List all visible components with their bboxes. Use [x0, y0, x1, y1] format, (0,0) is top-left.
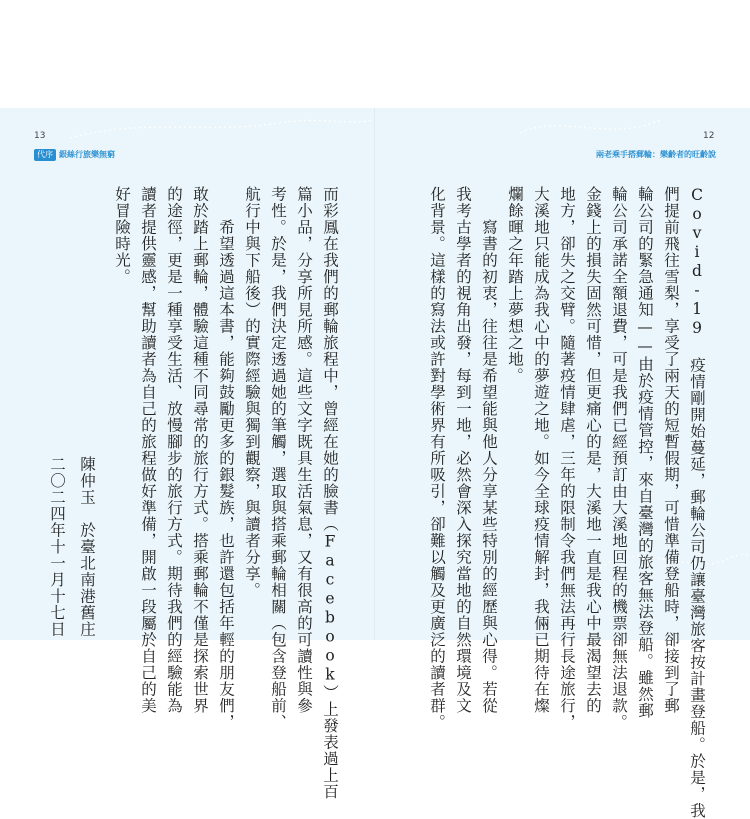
page-number-right: 12 [703, 131, 715, 141]
text-column: 航行中與下船後）的實際經驗與獨到觀察，與讀者分享。 [243, 186, 261, 599]
text-column: 敢於踏上郵輪，體驗這種不同尋常的旅行方式。搭乘郵輪不僅是探索世界 [191, 186, 209, 714]
section-badge: 代序 [34, 149, 56, 161]
text-column: 寫書的初衷，往往是希望能與他人分享某些特別的經歷與心得。若從 [480, 186, 498, 714]
author-signature: 陳仲玉 於臺北南港舊庄 [78, 456, 96, 638]
text-column: 而彩鳳在我們的郵輪旅程中，曾經在她的臉書（Facebook）上發表過上百 [321, 186, 339, 800]
text-column: 化背景。這樣的寫法或許對學術界有所吸引，卻難以觸及更廣泛的讀者群。 [428, 186, 446, 731]
text-column: 讀者提供靈感，幫助讀者為自己的旅程做好準備，開啟一段屬於自己的美 [139, 186, 157, 714]
text-column: 篇小品，分享所見所感。這些文字既具生活氣息，又有很高的可讀性與參 [295, 186, 313, 714]
text-column: 的途徑，更是一種享受生活、放慢腳步的旅行方式。期待我們的經驗能為 [165, 186, 183, 714]
text-column: 考性。於是，我們決定透過她的筆觸，選取與搭乘郵輪相關（包含登船前、 [269, 186, 287, 731]
text-column: 地方，卻失之交臂。隨著疫情肆虐，三年的限制令我們無法再行長途旅行， [558, 186, 576, 731]
page-number-left: 13 [34, 131, 46, 141]
text-column: 爛餘暉之年踏上夢想之地。 [506, 186, 524, 384]
text-column: 輪公司承諾全額退費，可是我們已經預訂由大溪地回程的機票卻無法退款。 [610, 186, 628, 731]
running-title-right: 兩老乘手搭郵輪：樂齡者的旺齡說 [596, 150, 716, 159]
text-column: 大溪地只能成為我心中的夢遊之地。如今全球疫情解封，我倆已期待在燦 [532, 186, 550, 714]
text-column: 希望透過這本書，能夠鼓勵更多的銀髮族，也許還包括年輕的朋友們， [217, 186, 235, 731]
text-column: 們提前飛往雪梨，享受了兩天的短暫假期，可惜準備登船時，卻接到了郵 [662, 186, 680, 714]
text-column: Covid-19 疫情剛開始蔓延，郵輪公司仍讓臺灣旅客按計畫登船。於是，我 [688, 186, 706, 819]
running-title-left: 銀絲行旅樂無窮 [59, 150, 115, 159]
text-column: 我考古學者的視角出發，每到一地，必然會深入探究當地的自然環境及文 [454, 186, 472, 714]
text-column: 好冒險時光。 [113, 186, 131, 285]
text-column: 輪公司的緊急通知——由於疫情管控，來自臺灣的旅客無法登船。雖然郵 [636, 186, 654, 719]
text-column: 金錢上的損失固然可惜，但更痛心的是，大溪地一直是我心中最渴望去的 [584, 186, 602, 714]
book-spine [374, 108, 376, 640]
signature-date: 二〇二四年十一月十七日 [48, 456, 66, 638]
